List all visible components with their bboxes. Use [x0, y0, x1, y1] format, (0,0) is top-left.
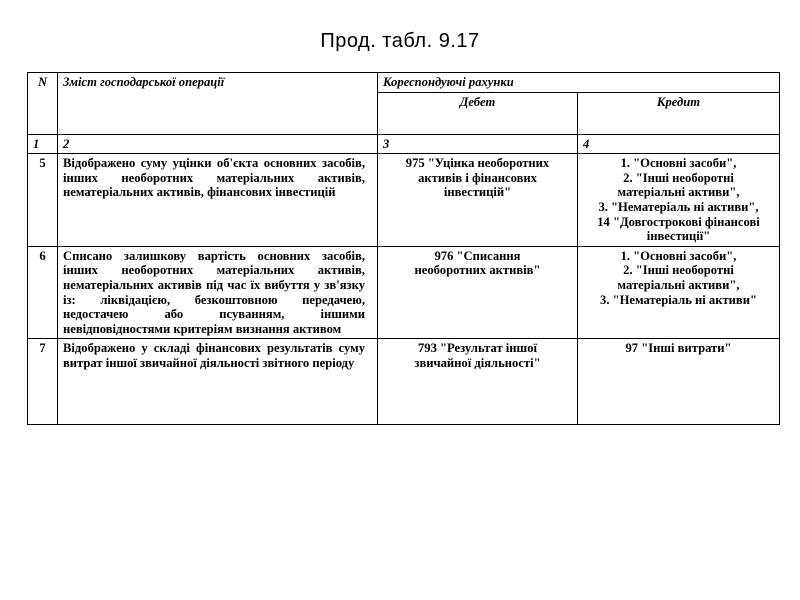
- credit-item: 97 "Інші витрати": [625, 341, 732, 356]
- row-number: 7: [28, 339, 58, 425]
- table-row: [28, 154, 780, 247]
- header-debit: Дебет: [378, 92, 578, 134]
- debit-account: 976 "Списання необоротних активів": [378, 246, 578, 339]
- credit-accounts: [578, 246, 780, 339]
- operation-content: Списано залишкову вартість основних засобів, інших необоротних матеріальних активів, нематеріальних активів під час їх вибуття у зв'язку із: ліквідацією, безкоштовною передачею, недостачею або псуванням, іншими невідповідностями критеріям визнання активом: [58, 246, 378, 339]
- operation-content: Відображено суму уцінки об'єкта основних засобів, інших необоротних матеріальних активів, нематеріальних активів, фінансових інвестицій: [58, 154, 378, 247]
- credit-item: 1. "Основні засоби",: [620, 156, 737, 171]
- credit-item: 1. "Основні засоби",: [620, 248, 737, 263]
- credit-item: 3. "Нематеріаль ні активи": [600, 292, 757, 307]
- header-accounts: Кореспондуючі рахунки: [378, 73, 780, 93]
- header-credit: Кредит: [578, 92, 780, 134]
- col-number: 1: [28, 134, 58, 154]
- page-title: Прод. табл. 9.17: [320, 30, 480, 52]
- credit-item: 3. "Нематеріаль ні активи",: [598, 199, 759, 214]
- debit-account: 793 "Результат іншої звичайної діяльності": [378, 339, 578, 425]
- accounting-table: [27, 72, 780, 425]
- table-header-row: [28, 73, 780, 93]
- column-numbers-row: [28, 134, 780, 154]
- header-n: N: [28, 73, 58, 135]
- col-number: 2: [58, 134, 378, 154]
- table-row: [28, 339, 780, 425]
- table-row: [28, 246, 780, 339]
- credit-accounts: [578, 339, 780, 425]
- col-number: 3: [378, 134, 578, 154]
- row-number: 5: [28, 154, 58, 247]
- header-content: Зміст господарської операції: [58, 73, 378, 135]
- credit-accounts: [578, 154, 780, 247]
- credit-item: 2. "Інші необоротні матеріальні активи",: [617, 170, 740, 200]
- row-number: 6: [28, 246, 58, 339]
- credit-item: 14 "Довгострокові фінансові інвестиції": [597, 214, 760, 244]
- credit-item: 2. "Інші необоротні матеріальні активи",: [617, 263, 740, 292]
- operation-content: Відображено у складі фінансових результатів суму витрат іншої звичайної діяльності звітного періоду: [58, 339, 378, 425]
- debit-account: 975 "Уцінка необоротних активів і фінансових інвестицій": [378, 154, 578, 247]
- col-number: 4: [578, 134, 780, 154]
